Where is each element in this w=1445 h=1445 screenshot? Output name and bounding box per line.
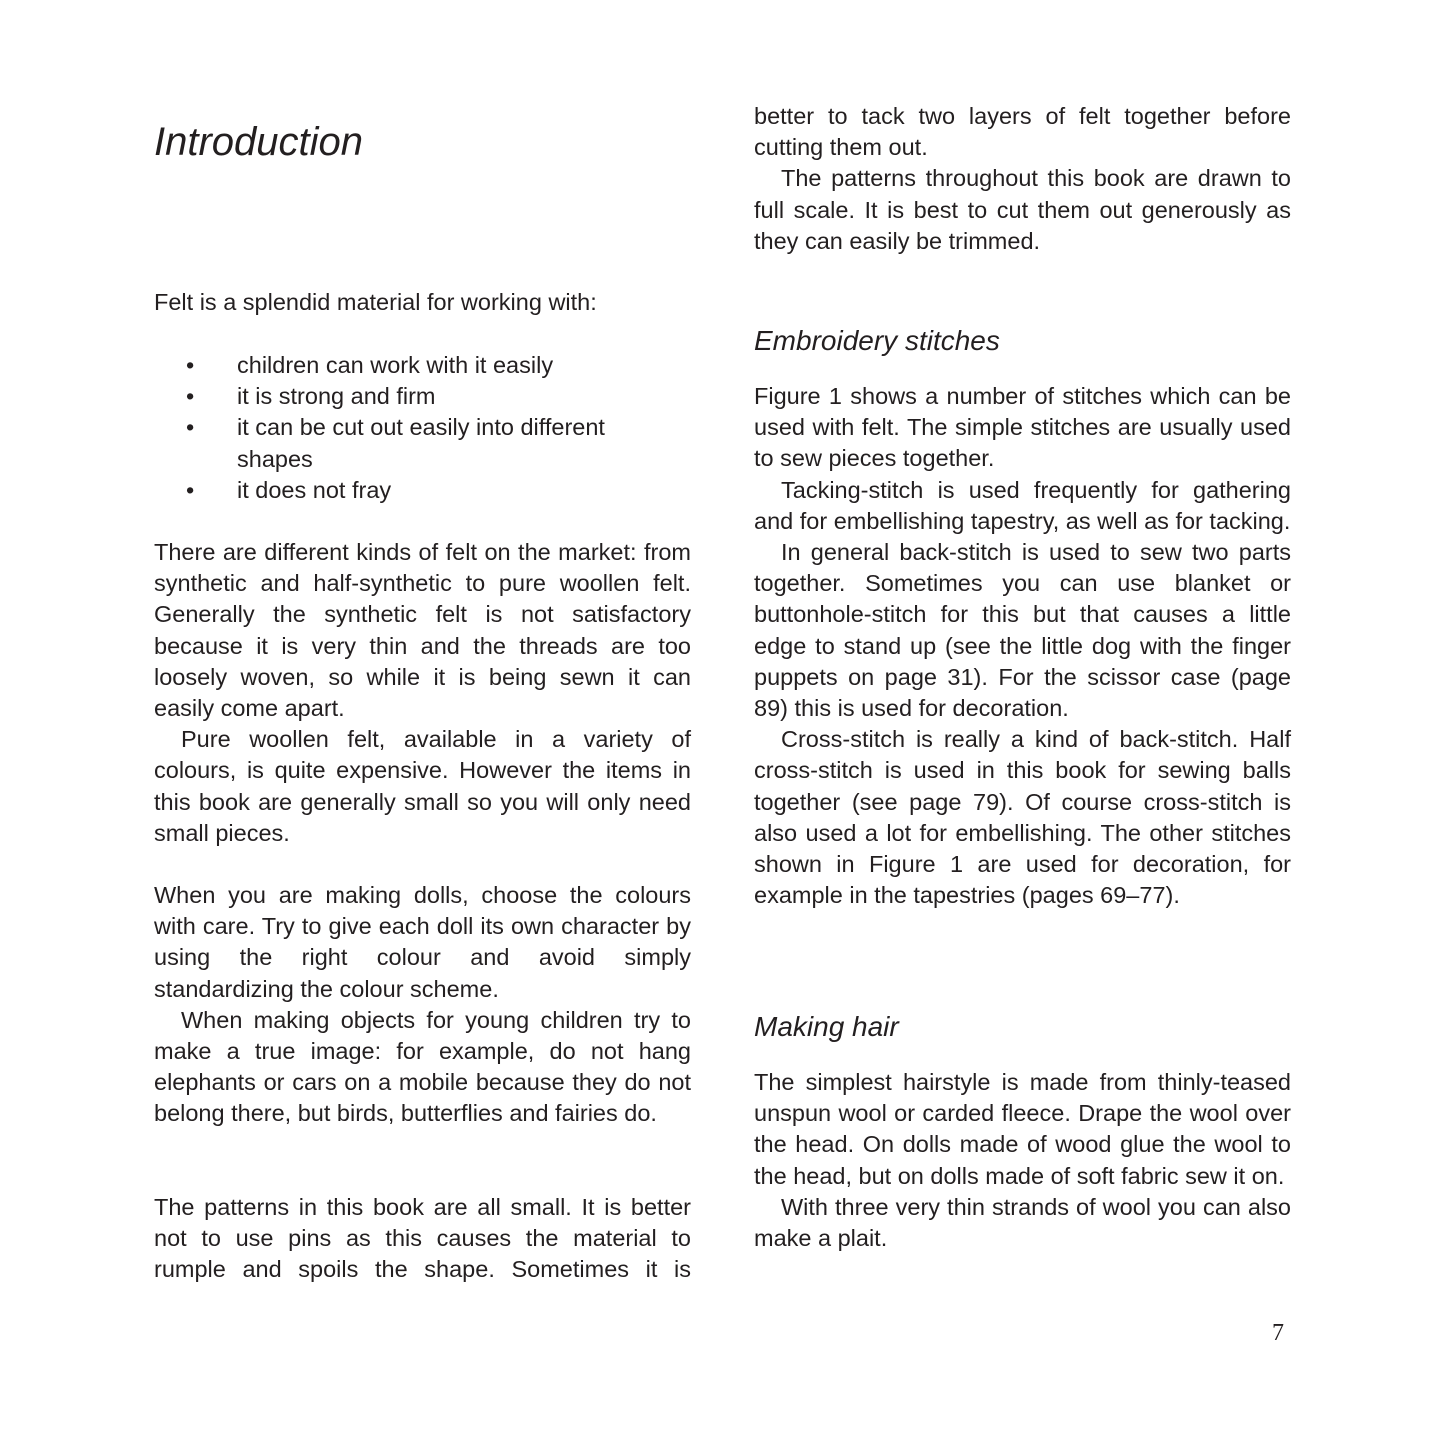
paragraph-figure: Figure 1 shows a number of stitches which can be used with felt. The simple stitches are usually used to sew pieces together. — [754, 383, 1291, 472]
hair-block — [754, 1067, 1291, 1254]
paragraph-back-stitch: In general back-stitch is used to sew two parts together. Sometimes you can use blanket or buttonhole-stitch for this but that causes a little edge to stand up (see the little dog with the finger puppets on page 31). For the scissor case (page 89) this is used for decoration. — [754, 539, 1291, 722]
embroidery-block — [754, 381, 1291, 911]
paragraph-young-children: When making objects for young children try to make a true image: for example, do not hang elephants or cars on a mobile because they do not belong there, but birds, butterflies and fairies do. — [154, 1006, 691, 1127]
patterns-block — [154, 1192, 691, 1286]
list-item: • it is strong and firm — [154, 381, 637, 412]
heading-making-hair: Making hair — [754, 1011, 899, 1042]
feature-list — [154, 350, 691, 506]
paragraph-tacking-stitch: Tacking-stitch is used frequently for gathering and for embellishing tapestry, as well as for tacking. — [754, 476, 1291, 534]
intro-block — [154, 287, 691, 318]
list-item: • it can be cut out easily into different shapes — [186, 414, 605, 472]
continued-block — [754, 101, 1291, 257]
felt-kinds-block — [154, 537, 691, 849]
paragraph-felt-kinds: There are different kinds of felt on the market: from synthetic and half-synthetic to pure woollen felt. Generally the synthetic felt is not satisfactory because it is very thin and the threads are too loosely woven, so while it is being sewn it can easily come apart. — [154, 539, 691, 722]
intro-line: Felt is a splendid material for working with: — [154, 289, 597, 315]
bullet-icon: • — [186, 352, 195, 378]
paragraph-dolls: When you are making dolls, choose the colours with care. Try to give each doll its own character by using the right colour and avoid simply standardizing the colour scheme. — [154, 882, 691, 1002]
paragraph-plait: With three very thin strands of wool you can also make a plait. — [754, 1193, 1291, 1252]
paragraph-scale: The patterns throughout this book are drawn to full scale. It is best to cut them out generously as they can easily be trimmed. — [754, 165, 1291, 254]
paragraph-woollen: Pure woollen felt, available in a variety of colours, is quite expensive. However the items in this book are generally small so you will only need small pieces. — [154, 726, 691, 846]
page-number: 7 — [1272, 1320, 1284, 1346]
list-item: • children can work with it easily — [154, 350, 637, 381]
paragraph-cross-stitch: Cross-stitch is really a kind of back-stitch. Half cross-stitch is used in this book for sewing balls together (see page 79). Of course cross-stitch is also used a lot for embellishing. The other stitches shown in Figure 1 are used for decoration, for example in the tapestries (pages 69–77). — [754, 726, 1291, 909]
paragraph-patterns: The patterns in this book are all small. It is better not to use pins as this causes the material to rumple and spoils the shape. Sometimes it is — [154, 1194, 691, 1283]
dolls-block — [154, 880, 691, 1130]
bullet-icon: • — [186, 383, 195, 410]
paragraph-hair: The simplest hairstyle is made from thinly-teased unspun wool or carded fleece. Drape the wool over the head. On dolls made of wood glue the wool to the head, but on dolls made of soft fabric sew it on. — [754, 1069, 1291, 1189]
heading-embroidery-stitches: Embroidery stitches — [754, 325, 1000, 356]
list-item: • it does not fray — [154, 475, 637, 506]
page-title: Introduction — [154, 120, 364, 164]
bullet-icon: • — [186, 414, 195, 441]
paragraph-tack: better to tack two layers of felt together before cutting them out. — [754, 103, 1291, 161]
bullet-icon: • — [186, 476, 195, 503]
